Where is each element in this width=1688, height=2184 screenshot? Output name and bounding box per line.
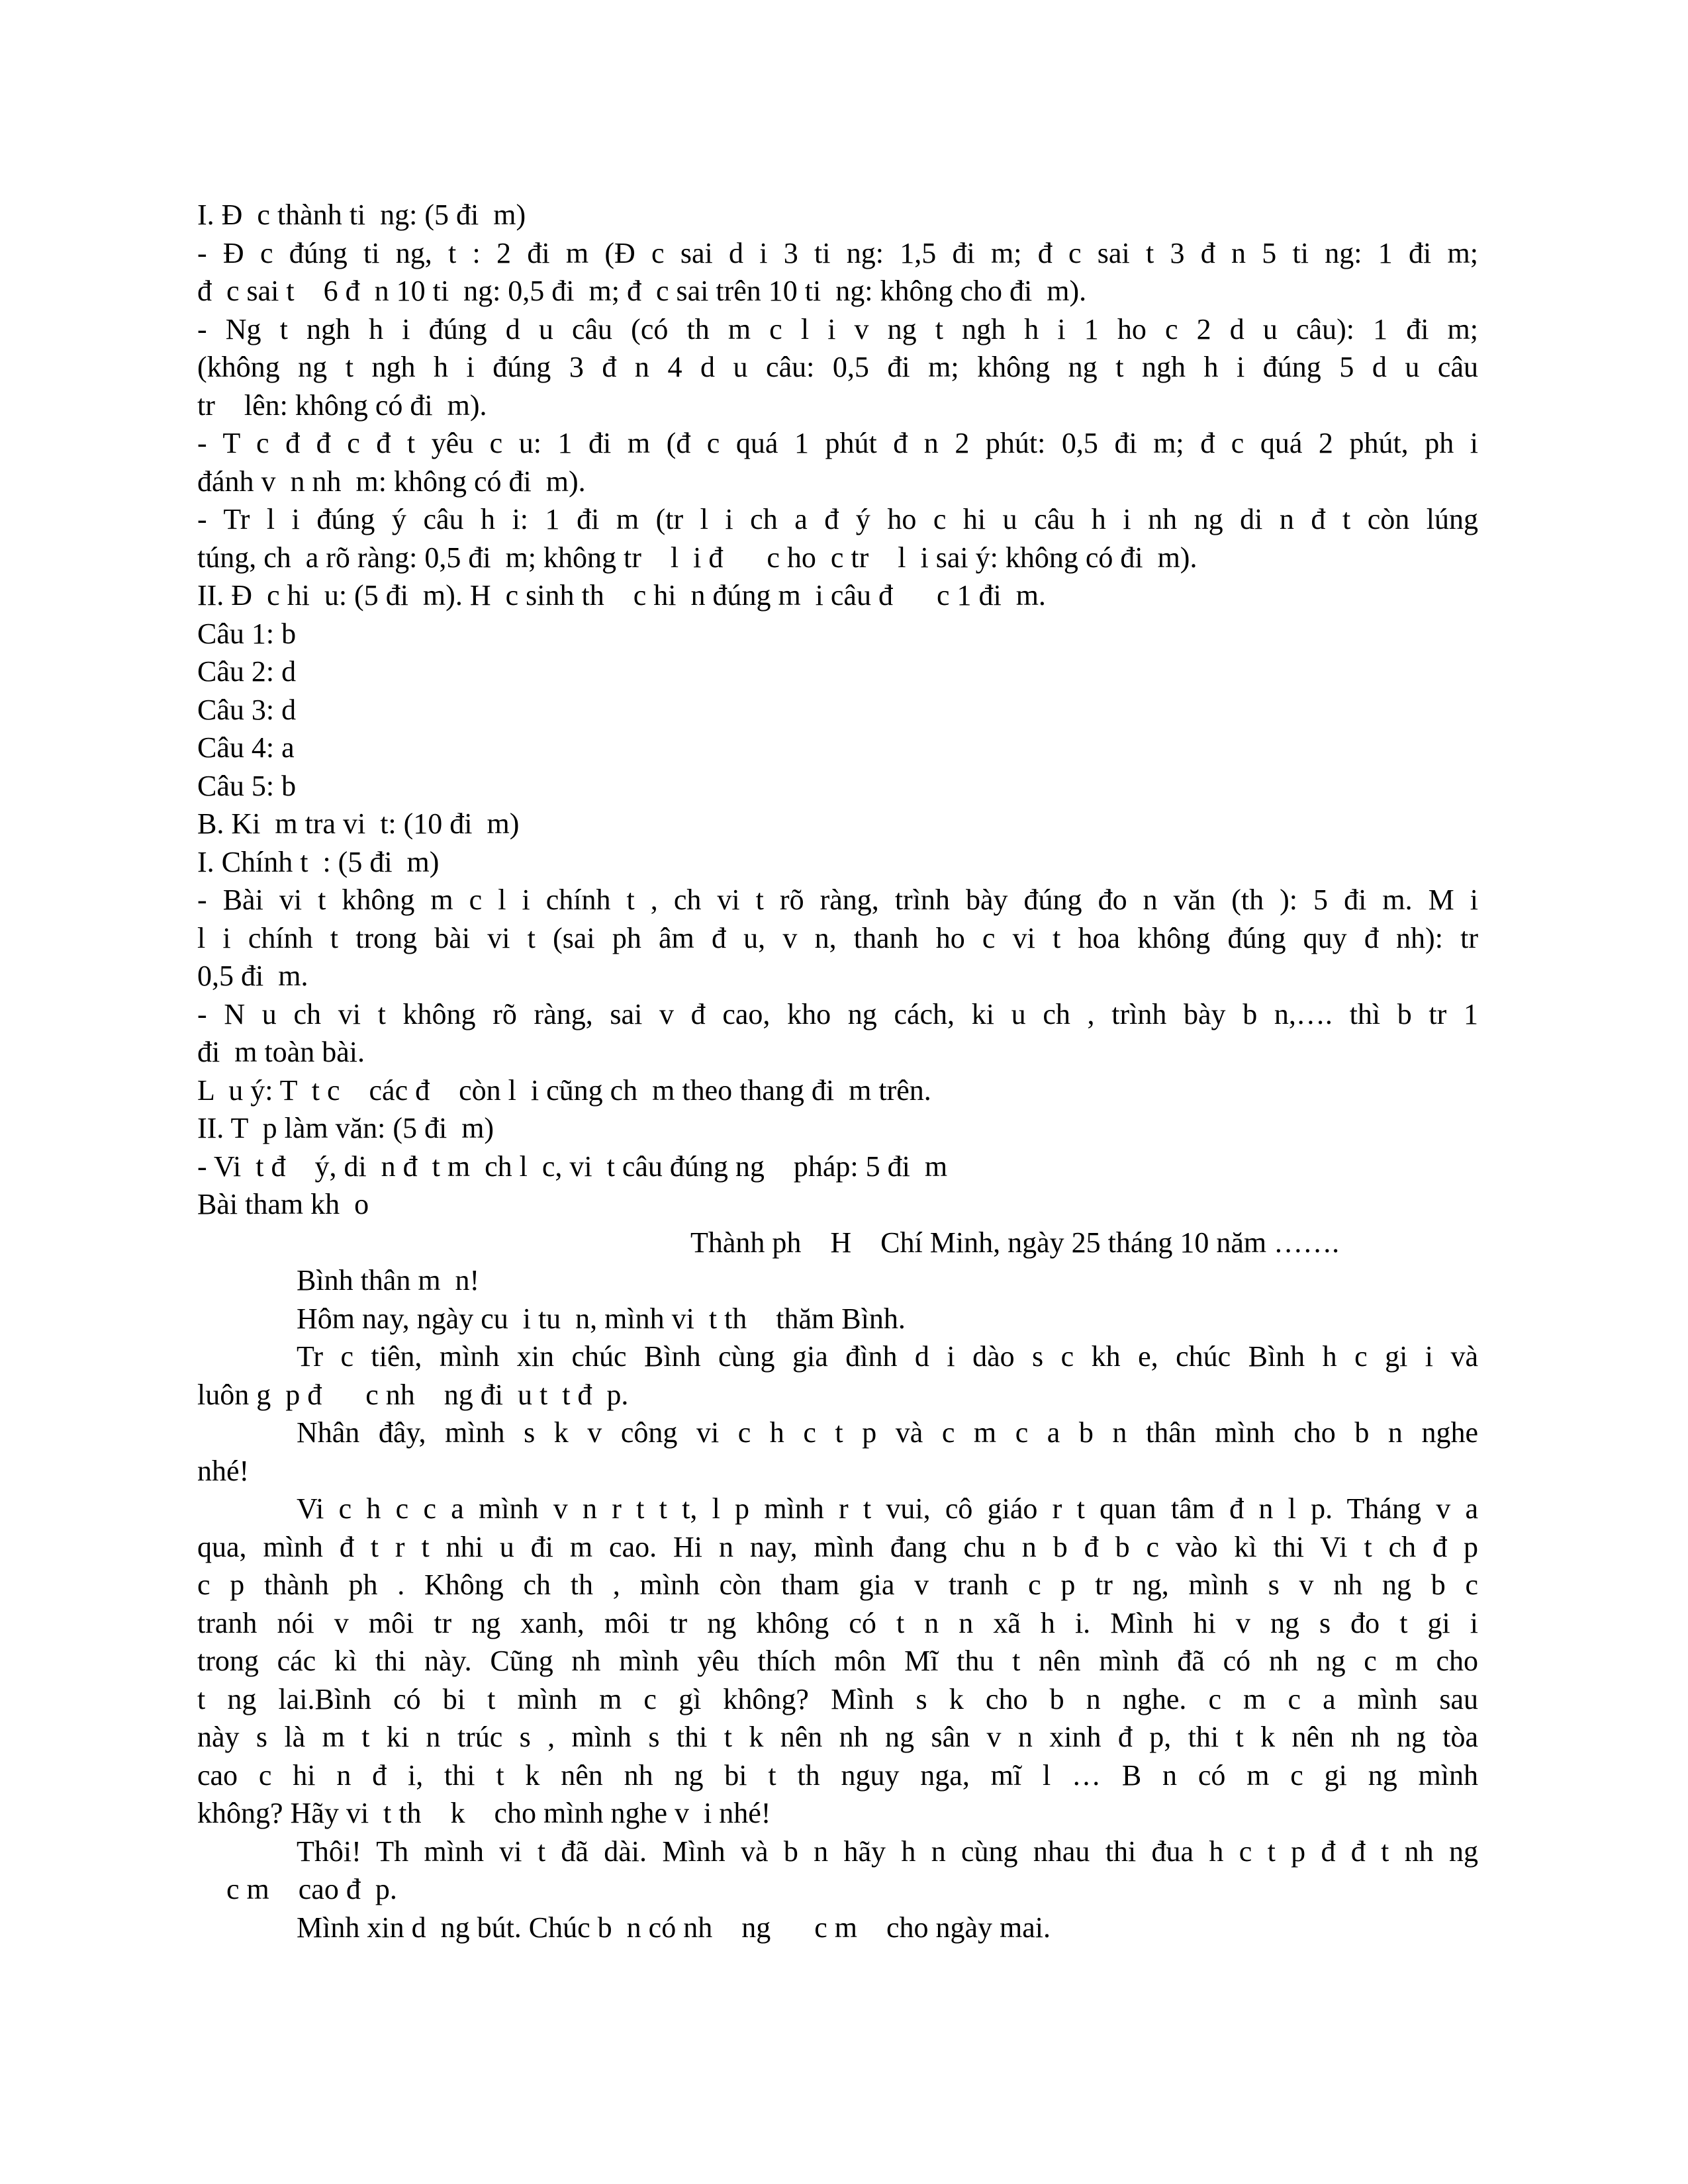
document-page: [197, 196, 1478, 1946]
letter-line: Tr c tiên, mình xin chúc Bình cùng gia đình d i dào s c kh e, chúc Bình h c gi i và: [297, 1340, 1478, 1373]
letter-line: c m cao đ p.: [197, 1873, 397, 1905]
answer-line: Câu 3: d: [197, 693, 297, 726]
letter-line: cao c hi n đ i, thi t k nên nh ng bi t th nguy nga, mĩ l … B n có m c gi ng mình: [197, 1758, 1478, 1792]
letter-closing: Mình xin d ng bút. Chúc b n có nh ng c m cho ngày mai.: [297, 1911, 1051, 1944]
section-heading: B. Ki m tra vi t: (10 đi m): [197, 807, 520, 840]
text-line: - Ng t ngh h i đúng d u câu (có th m c l i v ng t ngh h i 1 ho c 2 d u câu): 1 đi m;: [197, 312, 1478, 345]
section-heading: II. Đ c hi u: (5 đi m). H c sinh th c hi n đúng m i câu đ c 1 đi m.: [197, 579, 1046, 612]
section-heading: II. T p làm văn: (5 đi m): [197, 1112, 494, 1144]
letter-line: qua, mình đ t r t nhi u đi m cao. Hi n nay, mình đang chu n b đ b c vào kì thi Vi t ch đ p: [197, 1530, 1478, 1563]
letter-line: Vi c h c c a mình v n r t t t, l p mình r t vui, cô giáo r t quan tâm đ n l p. Tháng v a: [297, 1492, 1478, 1525]
letter-greeting: Bình thân m n!: [297, 1264, 480, 1297]
text-line: - N u ch vi t không rõ ràng, sai v đ cao, kho ng cách, ki u ch , trình bày b n,…. thì b tr 1: [197, 997, 1478, 1030]
letter-line: Hôm nay, ngày cu i tu n, mình vi t th thăm Bình.: [297, 1302, 906, 1335]
letter-line: t ng lai.Bình có bi t mình m c gì không? Mình s k cho b n nghe. c m c a mình sau: [197, 1682, 1478, 1715]
text-line: túng, ch a rõ ràng: 0,5 đi m; không tr l i đ c ho c tr l i sai ý: không có đi m).: [197, 541, 1197, 574]
text-line: đ c sai t 6 đ n 10 ti ng: 0,5 đi m; đ c sai trên 10 ti ng: không cho đi m).: [197, 275, 1087, 307]
text-line: tr lên: không có đi m).: [197, 388, 487, 422]
letter-line: không? Hãy vi t th k cho mình nghe v i nhé!: [197, 1797, 771, 1829]
text-line: L u ý: T t c các đ còn l i cũng ch m theo thang đi m trên.: [197, 1073, 931, 1107]
text-line: l i chính t trong bài vi t (sai ph âm đ u, v n, thanh ho c vi t hoa không đúng quy đ nh): tr: [197, 921, 1478, 954]
letter-line: Nhân đây, mình s k v công vi c h c t p và c m c a b n thân mình cho b n nghe: [297, 1416, 1478, 1449]
text-line: I. Đ c thành ti ng: (5 đi m): [197, 199, 526, 231]
text-line: - T c đ đ c đ t yêu c u: 1 đi m (đ c quá 1 phút đ n 2 phút: 0,5 đi m; đ c quá 2 phút, ph i: [197, 427, 1478, 459]
letter-line: c p thành ph . Không ch th , mình còn tham gia v tranh c p tr ng, mình s v nh ng b c: [197, 1569, 1478, 1601]
letter-line: tranh nói v môi tr ng xanh, môi tr ng không có t n n xã h i. Mình hi v ng s đo t gi i: [197, 1606, 1478, 1639]
text-line: 0,5 đi m.: [197, 960, 308, 992]
section-heading: I. Chính t : (5 đi m): [197, 845, 440, 878]
answer-line: Câu 5: b: [197, 769, 297, 802]
text-line: - Đ c đúng ti ng, t : 2 đi m (Đ c sai d i 3 ti ng: 1,5 đi m; đ c sai t 3 đ n 5 ti ng: 1 đi m;: [197, 236, 1478, 269]
text-line: - Tr l i đúng ý câu h i: 1 đi m (tr l i ch a đ ý ho c hi u câu h i nh ng di n đ t còn lúng: [197, 503, 1478, 535]
text-line: - Bài vi t không m c l i chính t , ch vi t rõ ràng, trình bày đúng đo n văn (th ): 5 đi m. M i: [197, 884, 1478, 916]
text-line: (không ng t ngh h i đúng 3 đ n 4 d u câu: 0,5 đi m; không ng t ngh h i đúng 5 d u câu: [197, 351, 1478, 383]
answer-line: Câu 2: d: [197, 655, 297, 688]
letter-line: Thôi! Th mình vi t đã dài. Mình và b n hãy h n cùng nhau thi đua h c t p đ đ t nh ng: [297, 1835, 1478, 1868]
text-line: - Vi t đ ý, di n đ t m ch l c, vi t câu đúng ng pháp: 5 đi m: [197, 1150, 948, 1183]
text-line: đi m toàn bài.: [197, 1036, 365, 1068]
letter-line: luôn g p đ c nh ng đi u t t đ p.: [197, 1378, 629, 1411]
letter-line: trong các kì thi này. Cũng nh mình yêu thích môn Mĩ thu t nên mình đã có nh ng c m cho: [197, 1645, 1478, 1677]
letter-date-line: Thành ph H Chí Minh, ngày 25 tháng 10 năm …….: [690, 1226, 1340, 1259]
letter-line: này s là m t ki n trúc s , mình s thi t k nên nh ng sân v n xinh đ p, thi t k nên nh ng tòa: [197, 1721, 1478, 1753]
text-line: Bài tham kh o: [197, 1188, 369, 1220]
text-line: đánh v n nh m: không có đi m).: [197, 465, 586, 498]
letter-line: nhé!: [197, 1454, 250, 1487]
answer-line: Câu 4: a: [197, 731, 295, 764]
answer-line: Câu 1: b: [197, 617, 297, 650]
